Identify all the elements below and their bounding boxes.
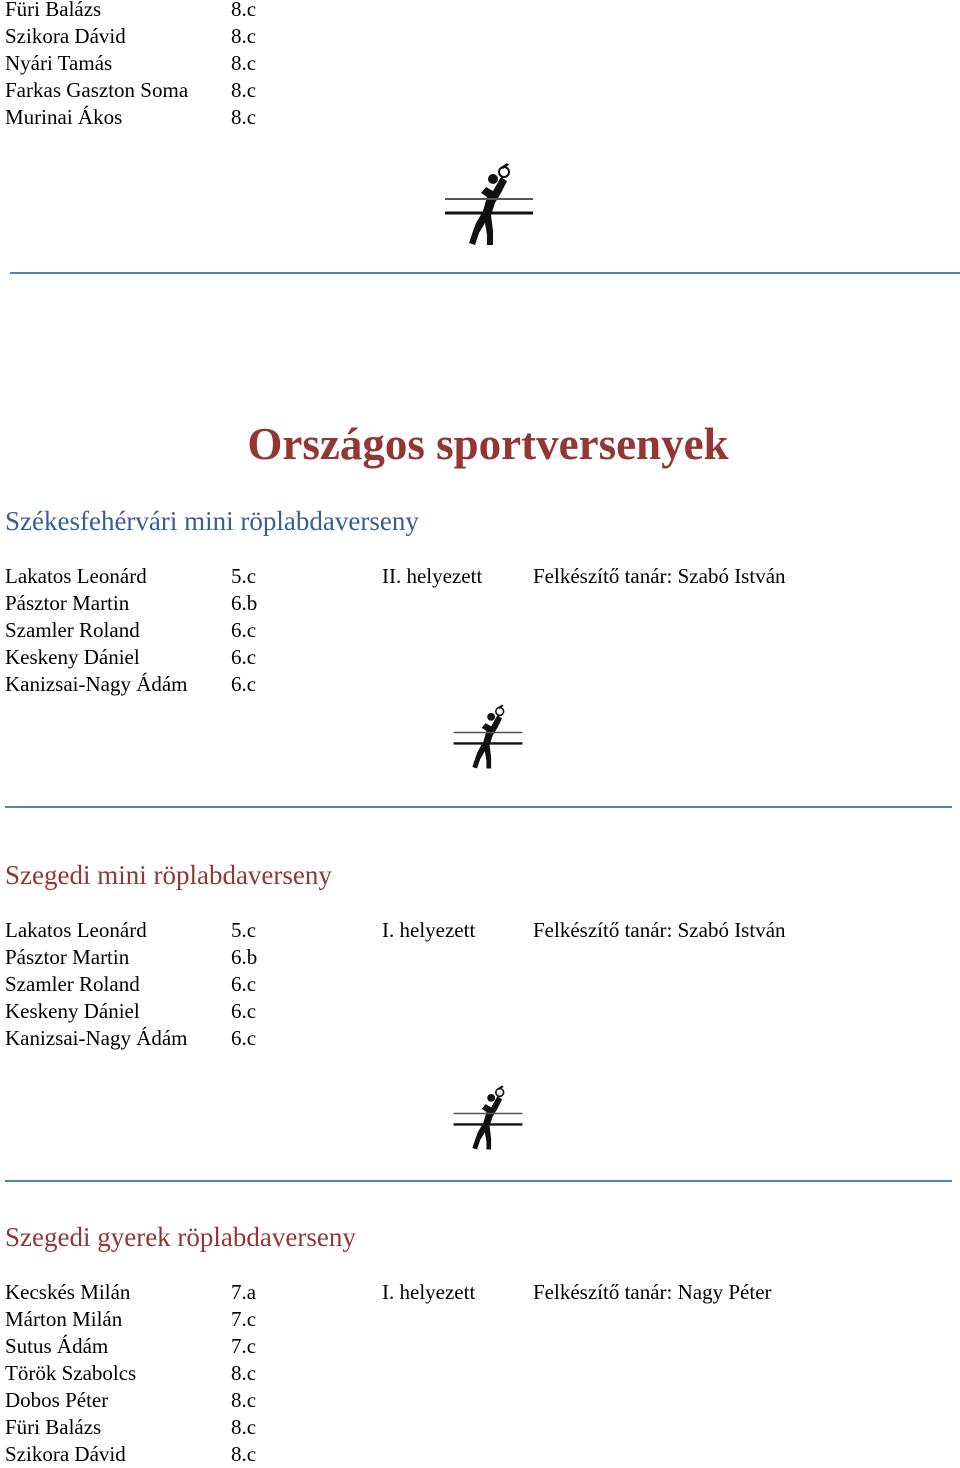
student-class: 6.b [231,945,258,969]
student-name: Murinai Ákos [5,105,123,129]
page-title: Országos sportversenyek [247,419,729,469]
student-class: 7.c [231,1334,257,1358]
student-class: 8.c [231,51,257,75]
student-class: 8.c [231,105,257,129]
student-name: Sutus Ádám [5,1334,109,1358]
student-name: Keskeny Dániel [5,645,140,669]
student-class: 6.c [231,999,257,1023]
student-class: 6.c [231,972,257,996]
student-name: Pásztor Martin [5,945,130,969]
student-class: 8.c [231,0,257,21]
student-name: Lakatos Leonárd [5,918,147,942]
student-name: Szikora Dávid [5,24,126,48]
volleyball-player-icon [452,703,524,773]
student-name: Farkas Gaszton Soma [5,78,189,102]
student-name: Szamler Roland [5,972,140,996]
student-class: 8.c [231,1361,257,1385]
list-item [0,1279,960,1306]
placement: I. helyezett [382,1280,476,1304]
section-title: Szegedi gyerek röplabdaverseny [5,1222,356,1252]
student-name: Szamler Roland [5,618,140,642]
placement: II. helyezett [382,564,483,588]
section-divider [5,1180,952,1182]
placement: I. helyezett [382,918,476,942]
teacher: Felkészítő tanár: Nagy Péter [533,1280,772,1304]
student-class: 8.c [231,1388,257,1412]
student-name: Kanizsai-Nagy Ádám [5,1026,188,1050]
student-class: 7.a [231,1280,257,1304]
student-name: Márton Milán [5,1307,123,1331]
section-title: Székesfehérvári mini röplabdaverseny [5,506,419,536]
student-class: 8.c [231,1442,257,1466]
student-class: 8.c [231,78,257,102]
volleyball-player-icon [443,163,535,249]
student-name: Kecskés Milán [5,1280,131,1304]
list-item [0,563,960,590]
student-name: Kanizsai-Nagy Ádám [5,672,188,696]
student-class: 6.b [231,591,258,615]
student-class: 6.c [231,618,257,642]
volleyball-player-icon [452,1084,524,1154]
teacher: Felkészítő tanár: Szabó István [533,918,786,942]
student-name: Keskeny Dániel [5,999,140,1023]
student-class: 6.c [231,645,257,669]
section-divider [5,806,952,808]
list-item [0,917,960,944]
student-name: Lakatos Leonárd [5,564,147,588]
student-name: Füri Balázs [5,0,102,21]
student-class: 5.c [231,918,257,942]
student-name: Nyári Tamás [5,51,113,75]
student-name: Füri Balázs [5,1415,102,1439]
student-name: Török Szabolcs [5,1361,137,1385]
student-class: 5.c [231,564,257,588]
section-divider [10,272,960,274]
student-class: 8.c [231,1415,257,1439]
student-name: Dobos Péter [5,1388,109,1412]
student-class: 6.c [231,672,257,696]
student-class: 7.c [231,1307,257,1331]
student-name: Szikora Dávid [5,1442,126,1466]
student-class: 8.c [231,24,257,48]
teacher: Felkészítő tanár: Szabó István [533,564,786,588]
student-class: 6.c [231,1026,257,1050]
student-name: Pásztor Martin [5,591,130,615]
section-title: Szegedi mini röplabdaverseny [5,860,332,890]
